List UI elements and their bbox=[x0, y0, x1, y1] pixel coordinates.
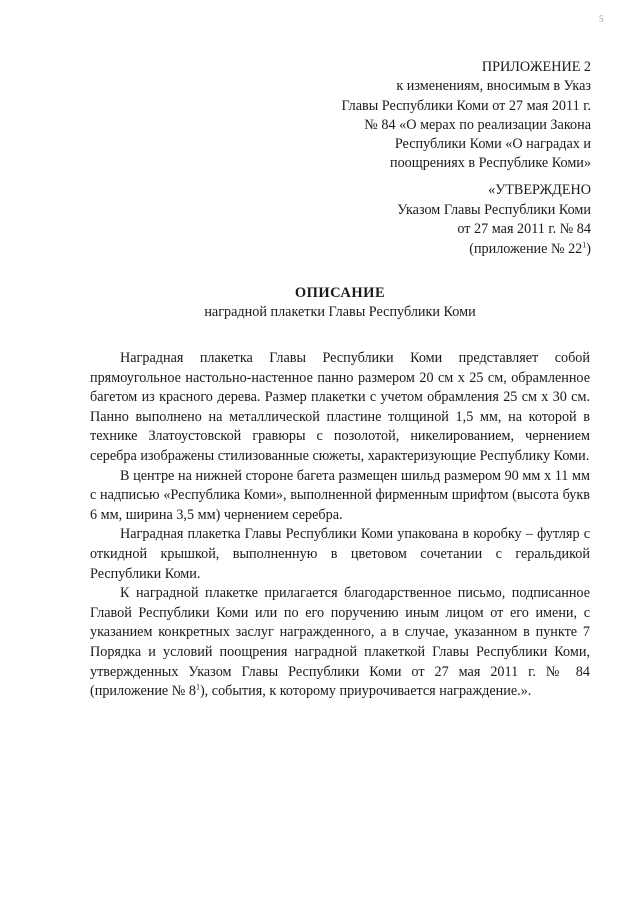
approval-stamp-text bbox=[291, 181, 591, 259]
approved-line: «УТВЕРЖДЕНО bbox=[488, 182, 591, 198]
paragraph bbox=[90, 584, 590, 702]
appendix-line: Главы Республики Коми от 27 мая 2011 г. bbox=[341, 97, 591, 114]
approved-line-text: ) bbox=[586, 240, 591, 257]
document-title: ОПИСАНИЕ bbox=[294, 285, 386, 301]
appendix-line: к изменениям, вносимым в Указ bbox=[396, 78, 591, 95]
paragraph-text: ), события, к которому приурочивается награждение.». bbox=[199, 683, 532, 700]
document-body bbox=[90, 349, 590, 702]
paragraph: Наградная плакетка Главы Республики Коми упакована в коробку – футляр с откидной крышкой, выполненную в цветовом сочетании с геральдикой Республики Коми. bbox=[90, 526, 590, 582]
paragraph-text: К наградной плакетке прилагается благодарственное письмо, подписанное Главой Республики Коми или по его поручению иным лицом от его имени, с указанием конкретных заслуг награжденного, а в случае, указанном в пункте 7 Порядка и условий поощрения наградной плакеткой Главы Республики Коми, утвержденных Указом Главы Республики Коми от 27 мая 2011 г. № 84 (приложение № 8 bbox=[90, 585, 590, 700]
superscript: 1 bbox=[195, 682, 200, 692]
paragraph: Наградная плакетка Главы Республики Коми представляет собой прямоугольное настольно-настенное панно размером 20 см х 25 см, обрамленное багетом из красного дерева. Размер плакетки с учетом обрамления 25 см х 30 см. Панно выполнено на металлической пластине толщиной 1,5 мм, на которой в технике Златоустовской гравюры с позолотой, никелированием, чернением серебра изображены стилизованные сюжеты, характеризующие Республику Коми. bbox=[90, 350, 590, 464]
appendix-line: ПРИЛОЖЕНИЕ 2 bbox=[481, 59, 591, 75]
appendix-line: № 84 «О мерах по реализации Закона bbox=[364, 116, 591, 133]
document-subtitle: наградной плакетки Главы Республики Коми bbox=[204, 304, 476, 320]
superscript: 1 bbox=[582, 240, 587, 250]
appendix-header bbox=[261, 58, 591, 174]
approved-line bbox=[291, 240, 591, 260]
appendix-line: Республики Коми «О наградах и bbox=[394, 136, 591, 153]
approved-line: от 27 мая 2011 г. № 84 bbox=[457, 221, 591, 238]
appendix-line: поощрениях в Республике Коми» bbox=[389, 155, 591, 172]
approved-line: Указом Главы Республики Коми bbox=[397, 201, 591, 218]
page-mark: 5 bbox=[599, 14, 604, 24]
document-title-block bbox=[90, 284, 590, 322]
approved-line-text: (приложение № 22 bbox=[469, 240, 583, 257]
paragraph: В центре на нижней стороне багета размещен шильд размером 90 мм х 11 мм с надписью «Республика Коми», выполненной фирменным шрифтом (высота букв 6 мм, ширина 3,5 мм) чернением серебра. bbox=[90, 467, 590, 523]
